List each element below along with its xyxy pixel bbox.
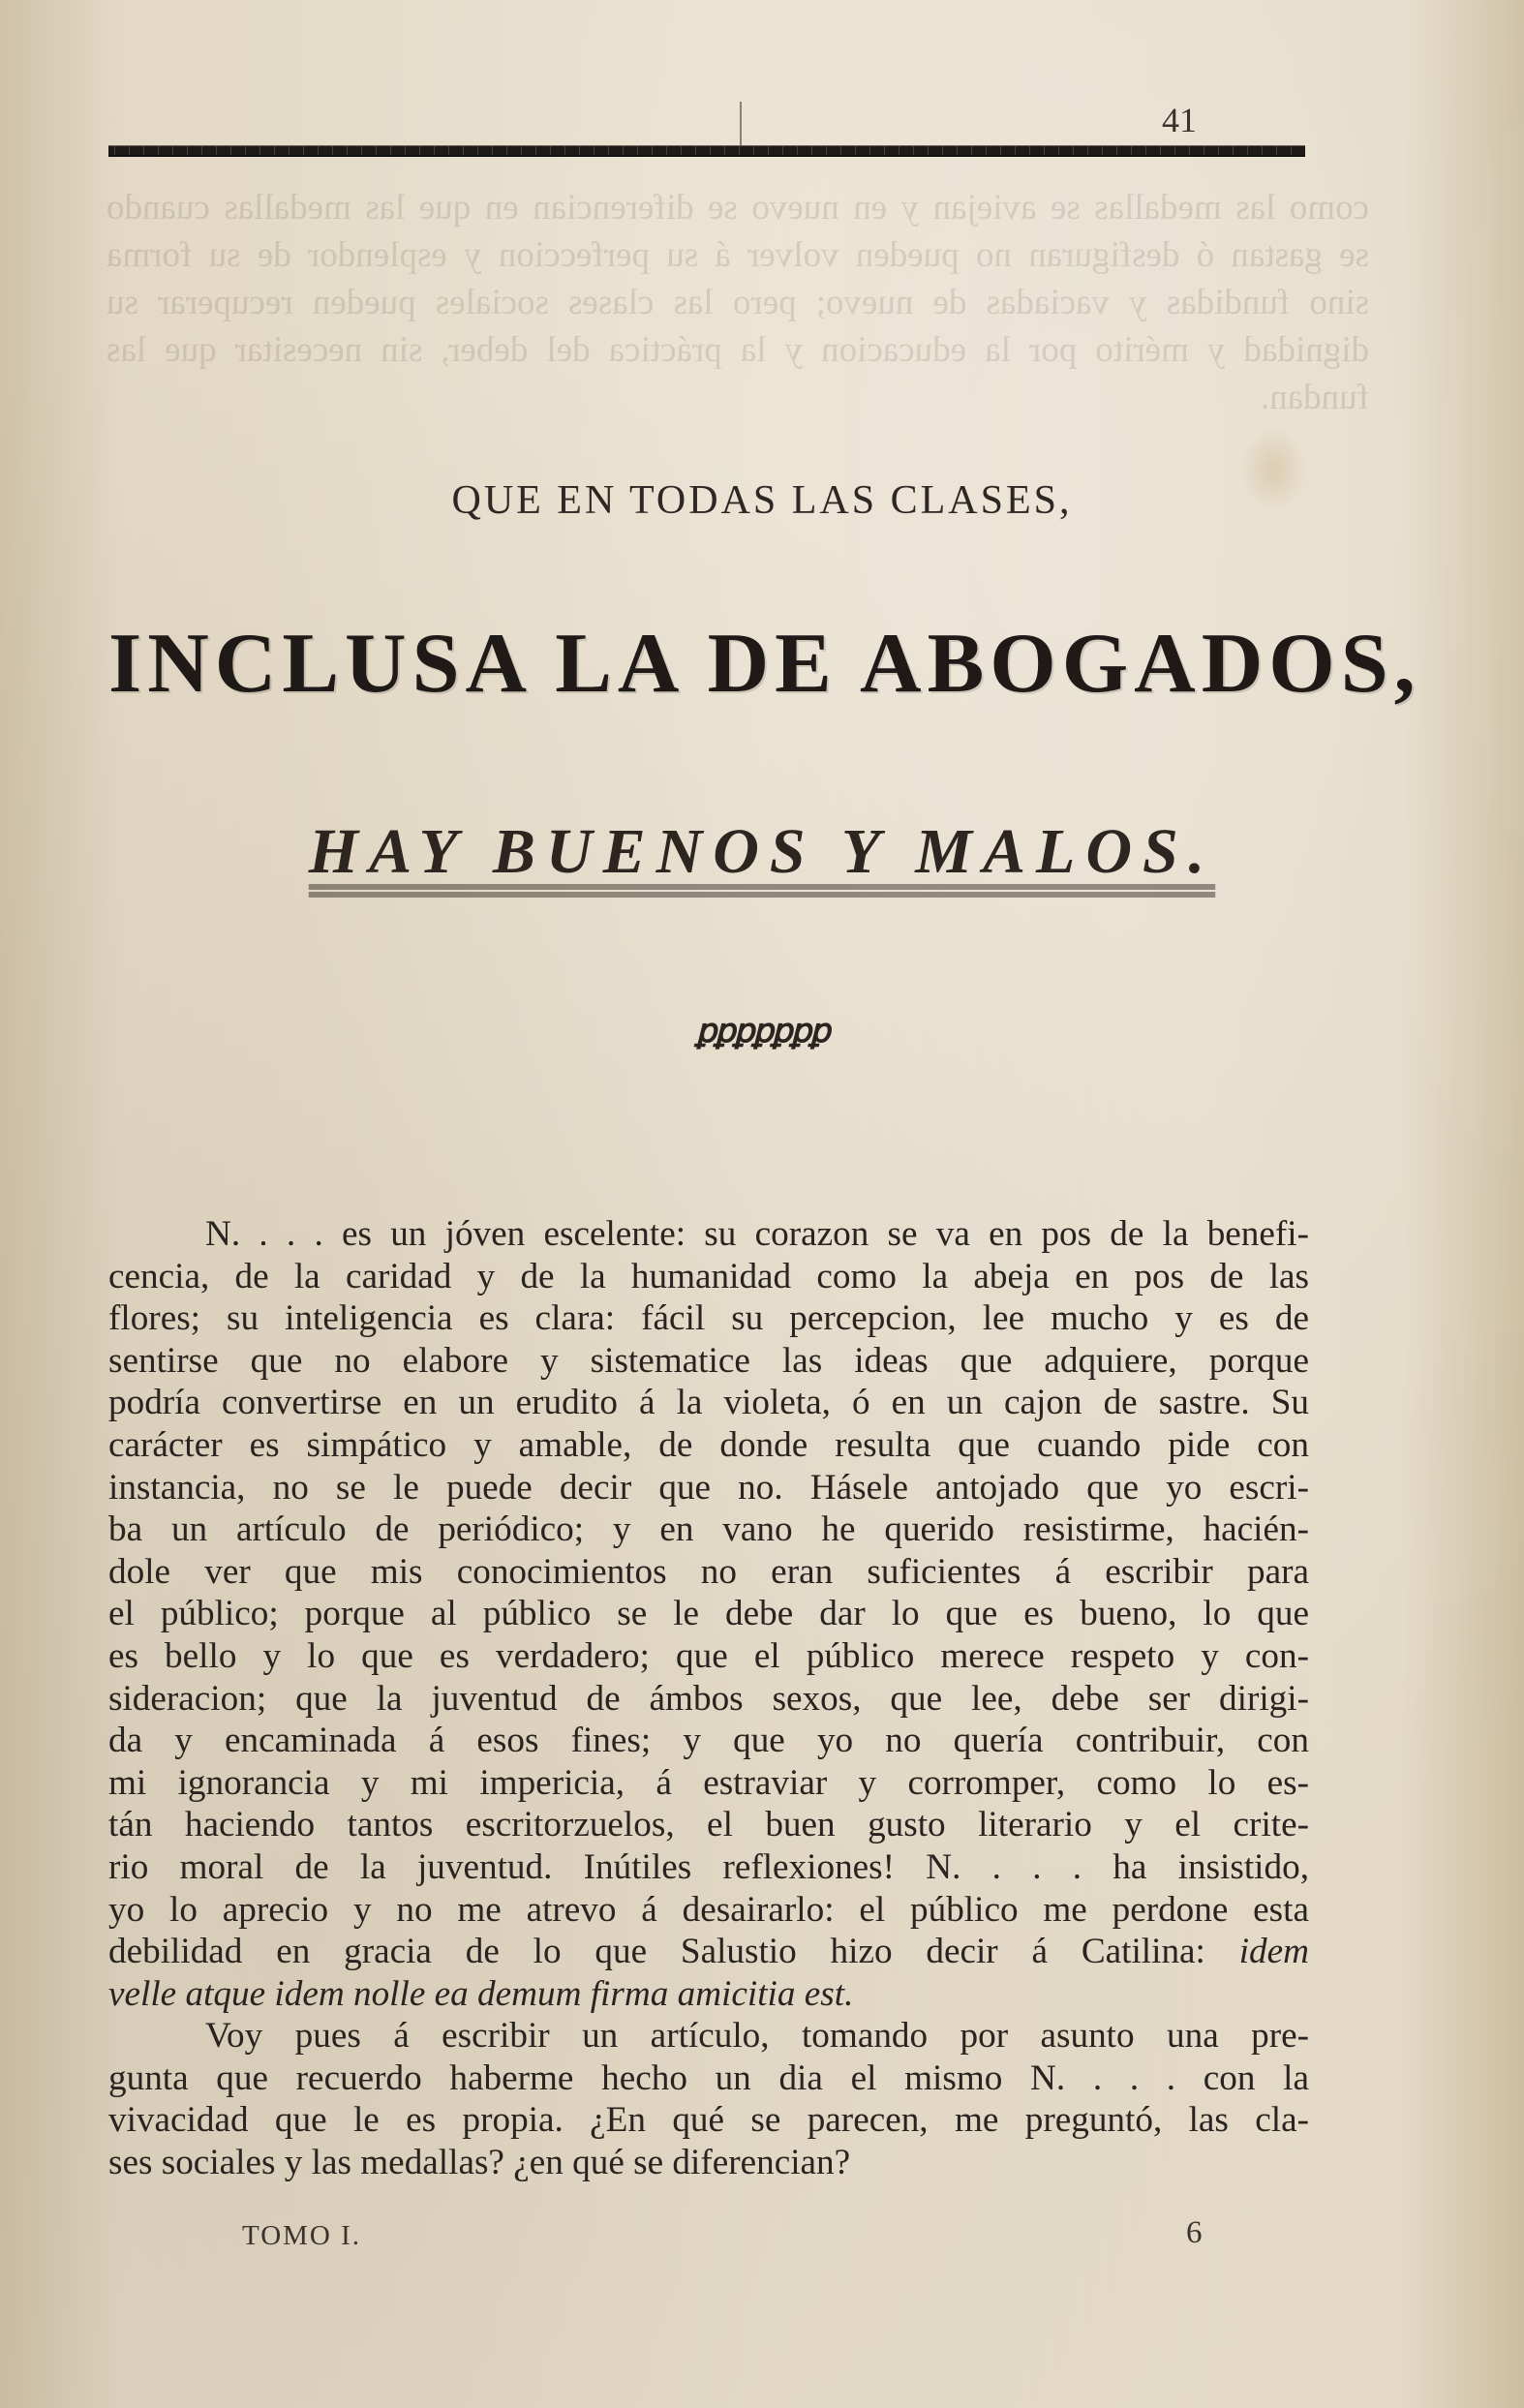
body-line: ses sociales y las medallas? ¿en qué se diferencian? bbox=[108, 2143, 851, 2183]
body-text bbox=[108, 1213, 1309, 2184]
heading-line-one: QUE EN TODAS LAS CLASES, bbox=[451, 478, 1073, 523]
body-line: Voy pues á escribir un artículo, tomando por asunto una pre- bbox=[205, 2016, 1309, 2057]
heading-line-two: INCLUSA LA DE ABOGADOS, bbox=[108, 617, 1421, 711]
body-line: es bello y lo que es verdadero; que el público merece respeto y con- bbox=[108, 1635, 1309, 1676]
page-number: 41 bbox=[1162, 101, 1197, 139]
body-line: ba un artículo de periódico; y en vano he querido resistirme, hacién- bbox=[108, 1509, 1309, 1550]
body-line: da y encaminada á esos fines; y que yo no quería contribuir, con bbox=[108, 1721, 1309, 1761]
latin-quote-line bbox=[108, 1973, 1309, 2016]
body-line: el público; porque al público se le debe dar lo que es bueno, lo que bbox=[108, 1594, 1309, 1634]
body-line: N. . . . es un jóven escelente: su corazon se va en pos de la benefi- bbox=[205, 1214, 1309, 1254]
body-line: sideracion; que la juventud de ámbos sexos, que lee, debe ser dirigi- bbox=[108, 1678, 1309, 1719]
body-line: podría convertirse en un erudito á la violeta, ó en un cajon de sastre. Su bbox=[108, 1383, 1309, 1423]
footer-volume: TOMO I. bbox=[242, 2220, 362, 2251]
body-line: yo lo aprecio y no me atrevo á desairarlo: el público me perdone esta bbox=[108, 1889, 1309, 1930]
italic-fragment: idem bbox=[1238, 1932, 1309, 1972]
body-line: instancia, no se le puede decir que no. Hásele antojado que yo escri- bbox=[108, 1467, 1309, 1508]
body-line: tán haciendo tantos escritorzuelos, el buen gusto literario y el crite- bbox=[108, 1805, 1309, 1845]
footer-signature: 6 bbox=[1186, 2215, 1203, 2250]
ornament-divider: ꝑꝑꝑꝑꝑꝑꝑ bbox=[695, 1012, 829, 1051]
top-rule bbox=[108, 145, 1305, 157]
body-line-text: debilidad en gracia de lo que Salustio hizo decir á Catilina: bbox=[108, 1932, 1205, 1972]
body-line: sentirse que no elabore y sistematice las ideas que adquiere, porque bbox=[108, 1340, 1309, 1381]
body-line-with-italic bbox=[108, 1931, 1309, 1973]
body-line: rio moral de la juventud. Inútiles reflexiones! N. . . . ha insistido, bbox=[108, 1846, 1309, 1887]
body-line: cencia, de la caridad y de la humanidad como la abeja en pos de las bbox=[108, 1256, 1309, 1296]
body-line: carácter es simpático y amable, de donde resulta que cuando pide con bbox=[108, 1424, 1309, 1465]
body-line: vivacidad que le es propia. ¿En qué se parecen, me preguntó, las cla- bbox=[108, 2100, 1309, 2141]
rule-mark bbox=[740, 102, 742, 150]
body-line: flores; su inteligencia es clara: fácil su percepcion, lee mucho y es de bbox=[108, 1298, 1309, 1339]
latin-quote: velle atque idem nolle ea demum firma amicitia est. bbox=[108, 1973, 854, 2014]
body-line: gunta que recuerdo haberme hecho un dia el mismo N. . . . con la bbox=[108, 2057, 1309, 2098]
bleed-through-text: como las medallas se aviejan y en nuevo se diferencian en que las medallas cuando se gastan ó desfiguran no pueden volver á su perfeccion y esplendor de su forma sino fundidas y vaciadas de nuevo; pero las clases sociales pueden recuperar su dignidad y mérito por la educacion y la práctica del deber, sin necesitar que las fundan. bbox=[107, 188, 1369, 417]
body-line: dole ver que mis conocimientos no eran suficientes á escribir para bbox=[108, 1551, 1309, 1592]
heading-line-three: HAY BUENOS Y MALOS. bbox=[308, 816, 1216, 887]
body-line: mi ignorancia y mi impericia, á estraviar y corromper, como lo es- bbox=[108, 1762, 1309, 1803]
